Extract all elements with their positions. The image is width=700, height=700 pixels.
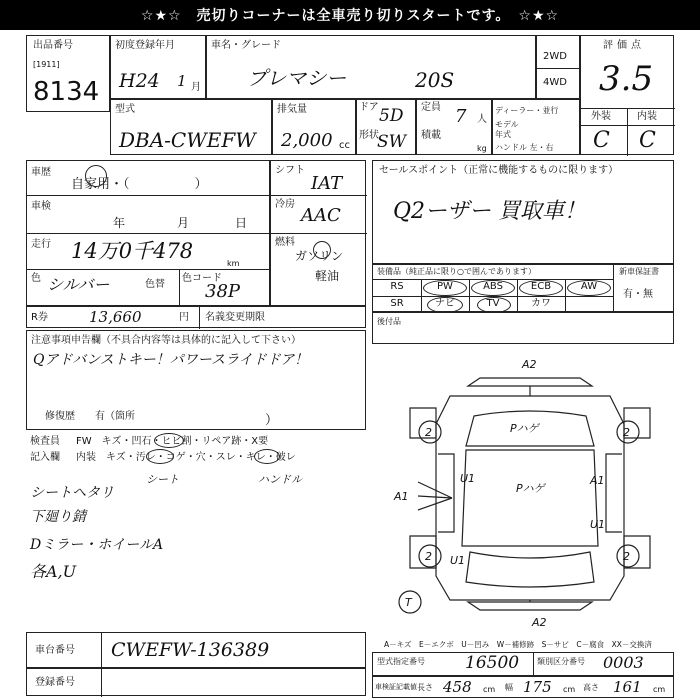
diagram-rear-bumper — [468, 602, 592, 610]
fuel-diesel: 軽油 — [315, 269, 340, 283]
memo-line-1: シートヘタリ — [30, 485, 114, 501]
legend: A－キズ E－エクボ U－凹み W－補修跡 S－サビ C－腐食 XX－交換済 — [384, 640, 652, 649]
equip-abs: ABS — [483, 281, 503, 292]
name-change-label: 名義変更期限 — [205, 312, 265, 323]
history-value: 自家用・（ ） — [71, 177, 208, 192]
code-box — [372, 652, 674, 676]
banner: ☆★☆ 売切りコーナーは全車売り切りスタートです。 ☆★☆ — [0, 0, 700, 30]
ext-grade: C — [593, 128, 610, 153]
capacity-unit: 人 — [477, 114, 487, 125]
fuel-label: 燃料 — [275, 237, 295, 248]
history-circle — [85, 165, 107, 187]
drive-2wd: 2WD — [543, 51, 567, 62]
dealer-label: ディーラー・並行 — [495, 106, 559, 115]
chassis-label: 車台番号 — [35, 645, 75, 656]
color-code-value: 38P — [205, 281, 241, 302]
inspection-month: 月 — [177, 216, 190, 230]
lot-label: 出品番号 — [33, 40, 73, 51]
doors-value: 5D — [379, 106, 404, 126]
equip-pw: PW — [437, 281, 453, 292]
inspector-row2: 内装 キズ・汚レ・コゲ・穴・スレ・キレ・破レ — [76, 452, 296, 463]
chassis-value: CWEFW-136389 — [111, 639, 270, 661]
inspection-day: 日 — [235, 216, 248, 230]
recycle-value: 13,660 — [89, 308, 142, 326]
memo-line-4: 各A,U — [30, 562, 77, 581]
diagram-front-bumper — [468, 378, 592, 386]
diag-label-2-rr: 2 — [623, 550, 630, 563]
int-grade: C — [639, 128, 656, 153]
diag-label-u1-left: U1 — [460, 472, 476, 485]
equip-tv-circle — [477, 297, 511, 313]
dims-label: 車検証記載値 — [375, 683, 417, 691]
int-label: 内装 — [637, 111, 657, 122]
load-label: 積載 — [421, 130, 441, 141]
color-value: シルバー — [47, 275, 110, 294]
repair-close-paren: ） — [265, 413, 279, 428]
repair-history-label: 修復歴 有（箇所 — [45, 411, 135, 422]
model-label: モデル — [495, 120, 519, 129]
first-reg-box — [110, 35, 206, 99]
equipment-label: 装備品（純正品に限り○で囲んであります） — [377, 267, 536, 276]
shift-box — [270, 160, 366, 306]
code-value-2: 0003 — [603, 653, 644, 672]
equip-abs-circle — [471, 280, 515, 296]
recycle-box — [26, 306, 366, 328]
diagram-roof — [462, 450, 598, 546]
dims-box — [372, 676, 674, 698]
doors-box — [356, 99, 416, 155]
score-label: 評価点 — [603, 40, 645, 51]
diag-label-phage-2: Pハゲ — [516, 482, 545, 495]
lot-number: 8134 — [33, 77, 100, 107]
color-label: 色 — [31, 273, 41, 284]
retrofit-label: 後付品 — [377, 317, 401, 326]
equip-tv: TV — [486, 298, 500, 309]
inspector-circle2 — [146, 449, 174, 464]
equip-pw-circle — [423, 280, 467, 296]
memo-line-3: Dミラー・ホイールA — [30, 537, 164, 553]
recycle-label: R券 — [31, 312, 48, 323]
inspector-under1: シート — [146, 473, 179, 486]
inspector-area — [26, 432, 366, 472]
displacement-unit: cc — [339, 140, 350, 151]
shift-label: シフト — [275, 165, 305, 176]
wid-value: 175 — [523, 678, 552, 696]
sales-point-label: セールスポイント（正常に機能するものに限ります） — [379, 165, 619, 176]
history-box — [26, 160, 270, 306]
history-label: 車歴 — [31, 167, 51, 178]
color-code-label: 色コード — [182, 273, 222, 284]
score-value: 3.5 — [599, 59, 654, 99]
len-value: 458 — [443, 678, 472, 696]
model-code-value: DBA-CWEFW — [119, 128, 256, 152]
inspector-label2: 記入欄 — [30, 452, 60, 463]
dealer-box — [492, 99, 580, 155]
mileage-unit: km — [227, 259, 240, 268]
capacity-box — [416, 99, 492, 155]
capacity-label: 定員 — [421, 102, 441, 113]
handle-label: ハンドル 左・右 — [495, 143, 554, 152]
aircon-value: AAC — [301, 205, 341, 226]
warranty-label: 新車保証書 — [619, 267, 659, 276]
diag-label-t: T — [405, 596, 412, 609]
registration-label: 登録番号 — [35, 677, 75, 688]
equip-aw: AW — [580, 281, 598, 292]
retrofit-box — [372, 312, 674, 344]
diag-label-u1-right: U1 — [590, 518, 606, 531]
mileage-label: 走行 — [31, 239, 51, 250]
hgt-label: 高さ — [583, 683, 599, 692]
equip-ecb-circle — [519, 280, 563, 296]
diag-label-2-lr: 2 — [425, 550, 432, 563]
diag-label-a1-right: A1 — [590, 474, 605, 487]
inspector-label1: 検査員 — [30, 436, 60, 447]
code-label-1: 型式指定番号 — [377, 657, 425, 666]
fuel-circle — [313, 241, 331, 259]
hgt-value: 161 — [613, 678, 642, 696]
inspection-label: 車検 — [31, 201, 51, 212]
mileage-value: 14万0千478 — [71, 239, 194, 263]
inspector-row1: FW キズ・凹石・ヒビ割・リペア跡・X要 — [76, 436, 269, 447]
capacity-value: 7 — [455, 106, 467, 127]
year-label: 年式 — [495, 130, 511, 139]
wid-label: 幅 — [505, 683, 513, 692]
len-label: 長さ — [417, 683, 433, 692]
diag-label-u1-rear: U1 — [450, 554, 466, 567]
diag-label-2-lf: 2 — [425, 426, 432, 439]
equip-leather: カワ — [531, 298, 551, 309]
sales-point-box — [372, 160, 674, 264]
diagram-left-rear-door — [410, 536, 436, 568]
notes-box — [26, 330, 366, 430]
diagram-right-side — [606, 454, 622, 532]
warranty-value: 有・無 — [623, 289, 653, 300]
equipment-box — [372, 264, 674, 312]
first-reg-month-unit: 月 — [191, 82, 201, 93]
equip-sr: SR — [390, 298, 404, 309]
diagram-rear-glass — [466, 552, 594, 587]
equip-ecb: ECB — [530, 281, 552, 292]
shift-value: IAT — [311, 173, 343, 194]
displacement-label: 排気量 — [277, 104, 307, 115]
model-name-box — [206, 35, 536, 99]
chassis-box — [26, 632, 366, 668]
memo-line-2: 下廻り錆 — [30, 509, 86, 525]
shape-value: SW — [377, 132, 407, 152]
drive-box — [536, 35, 580, 99]
equip-navi-circle — [427, 297, 463, 313]
inspector-circle1 — [154, 433, 184, 448]
lot-sub: [1911] — [33, 60, 60, 69]
model-code-box — [110, 99, 272, 155]
len-unit: cm — [483, 685, 496, 694]
diag-label-a2-top: A2 — [522, 358, 537, 371]
fuel-gas: ガソリン — [295, 249, 344, 263]
hgt-unit: cm — [653, 685, 666, 694]
first-reg-label: 初度登録年月 — [115, 40, 175, 51]
diag-label-phage-1: Pハゲ — [510, 422, 539, 435]
score-box — [580, 35, 674, 155]
ext-label: 外装 — [591, 111, 611, 122]
displacement-value: 2,000 — [281, 130, 333, 151]
inspector-circle3 — [254, 449, 280, 464]
equip-rs: RS — [390, 281, 404, 292]
inspection-year: 年 — [113, 216, 126, 230]
aircon-label: 冷房 — [275, 199, 295, 210]
load-unit: kg — [477, 144, 487, 153]
diag-label-a1-left: A1 — [394, 490, 409, 503]
color-tone-label: 色替 — [145, 279, 165, 290]
recycle-unit: 円 — [179, 312, 189, 323]
equip-navi: ナビ — [435, 298, 455, 309]
diag-label-a2-bottom: A2 — [532, 616, 547, 629]
notes-label: 注意事項申告欄（不具合内容等は具体的に記入して下さい） — [31, 335, 301, 346]
model-code-label: 型式 — [115, 104, 135, 115]
diag-label-2-rf: 2 — [623, 426, 630, 439]
registration-box — [26, 668, 366, 696]
code-value-1: 16500 — [465, 653, 520, 673]
model-name-label: 車名・グレード — [211, 40, 281, 51]
sales-point-value: Q2ーザー 買取車！ — [393, 199, 587, 224]
model-name-value: プレマシー — [247, 66, 347, 90]
drive-4wd: 4WD — [543, 77, 567, 88]
notes-value: Qアドバンストキー！パワースライドドア！ — [33, 352, 309, 368]
first-reg-month: 1 — [177, 72, 187, 90]
displacement-box — [272, 99, 356, 155]
model-grade: 20S — [415, 68, 455, 92]
inspector-under2: ハンドル — [258, 473, 302, 486]
first-reg-value: H24 — [119, 70, 160, 92]
lot-box — [26, 35, 110, 112]
code-label-2: 類別区分番号 — [537, 657, 585, 666]
equip-aw-circle — [567, 280, 611, 296]
doors-label: ドア — [359, 102, 379, 113]
shape-label: 形状 — [359, 130, 379, 141]
wid-unit: cm — [563, 685, 576, 694]
car-diagram — [380, 346, 680, 632]
